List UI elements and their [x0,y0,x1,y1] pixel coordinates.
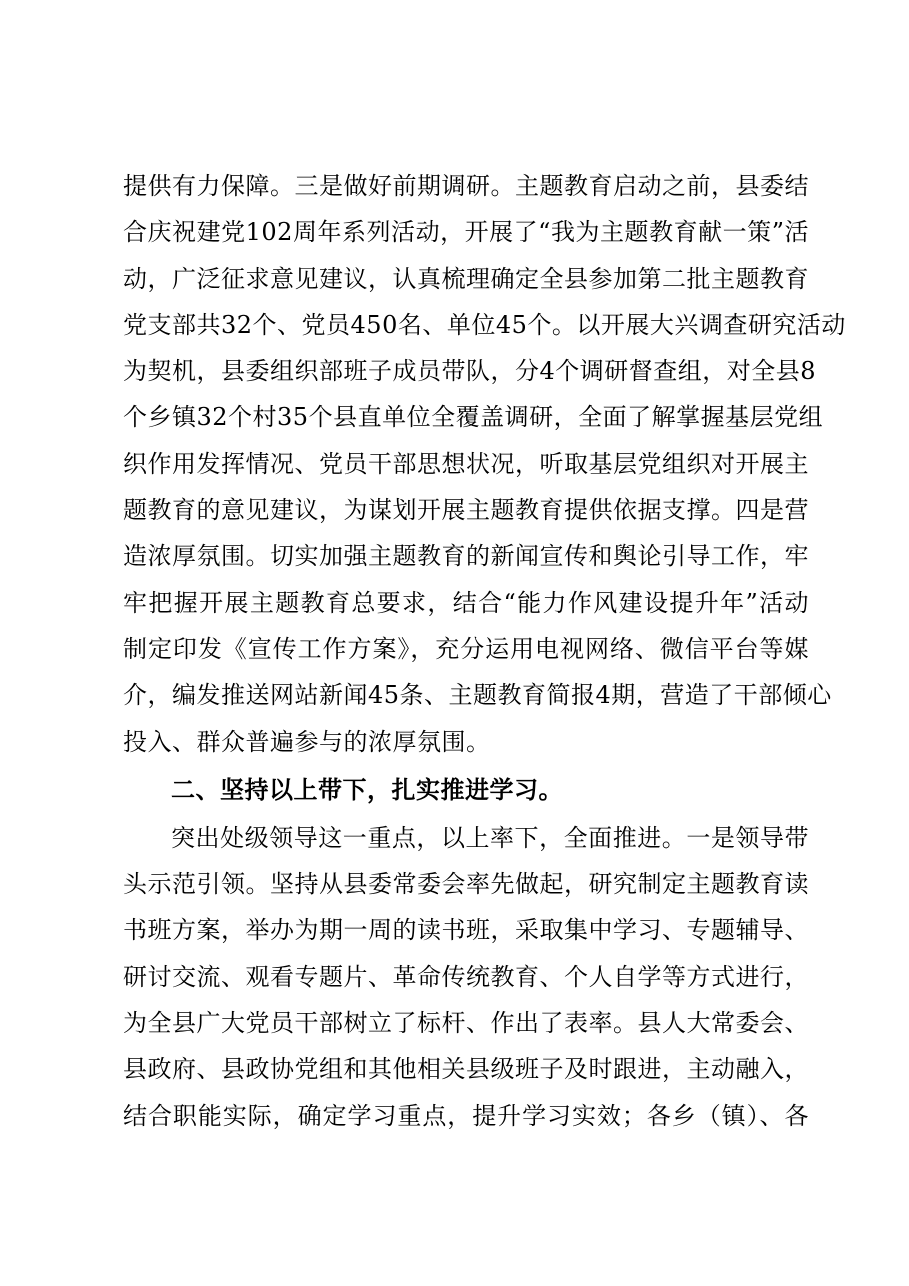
text-line: 头示范引领。坚持从县委常委会率先做起，研究制定主题教育读 [123,870,809,899]
text-line: 织作用发挥情况、党员干部思想状况，听取基层党组织对开展主 [123,449,809,478]
text-line: 结合职能实际，确定学习重点，提升学习实效；各乡（镇）、各 [123,1101,809,1130]
text-line: 题教育的意见建议，为谋划开展主题教育提供依据支撑。四是营 [123,496,809,525]
paragraph-2 [123,815,809,1139]
text-line: 党支部共32个、党员450名、单位45个。以开展大兴调查研究活动 [123,310,846,339]
paragraph-1 [123,163,846,765]
document-body [123,163,846,1139]
text-line: 介，编发推送网站新闻45条、主题教育简报4期，营造了干部倾心 [123,681,832,710]
text-line: 投入、群众普遍参与的浓厚氛围。 [123,727,491,756]
text-line: 制定印发《宣传工作方案》，充分运用电视网络、微信平台等媒 [123,634,809,663]
text-line: 动，广泛征求意见建议，认真梳理确定全县参加第二批主题教育 [123,264,809,293]
text-line: 书班方案，举办为期一周的读书班，采取集中学习、专题辅导、 [123,916,809,945]
text-line: 县政府、县政协党组和其他相关县级班子及时跟进，主动融入， [123,1055,809,1084]
text-line: 研讨交流、观看专题片、革命传统教育、个人自学等方式进行， [123,962,809,991]
text-line: 突出处级领导这一重点，以上率下，全面推进。一是领导带 [171,823,809,852]
section-heading: 二、坚持以上带下，扎实推进学习。 [171,774,563,804]
text-line: 提供有力保障。三是做好前期调研。主题教育启动之前，县委结 [123,172,809,200]
text-line: 牢把握开展主题教育总要求，结合“能力作风建设提升年”活动 [123,588,809,617]
text-line: 为全县广大党员干部树立了标杆、作出了表率。县人大常委会、 [123,1009,809,1038]
text-line: 为契机，县委组织部班子成员带队，分4个调研督查组，对全县8 [123,357,817,386]
text-line: 合庆祝建党102周年系列活动，开展了“我为主题教育献一策”活 [123,218,809,247]
text-line: 造浓厚氛围。切实加强主题教育的新闻宣传和舆论引导工作，牢 [123,542,809,571]
text-line: 个乡镇32个村35个县直单位全覆盖调研，全面了解掌握基层党组 [123,403,824,432]
